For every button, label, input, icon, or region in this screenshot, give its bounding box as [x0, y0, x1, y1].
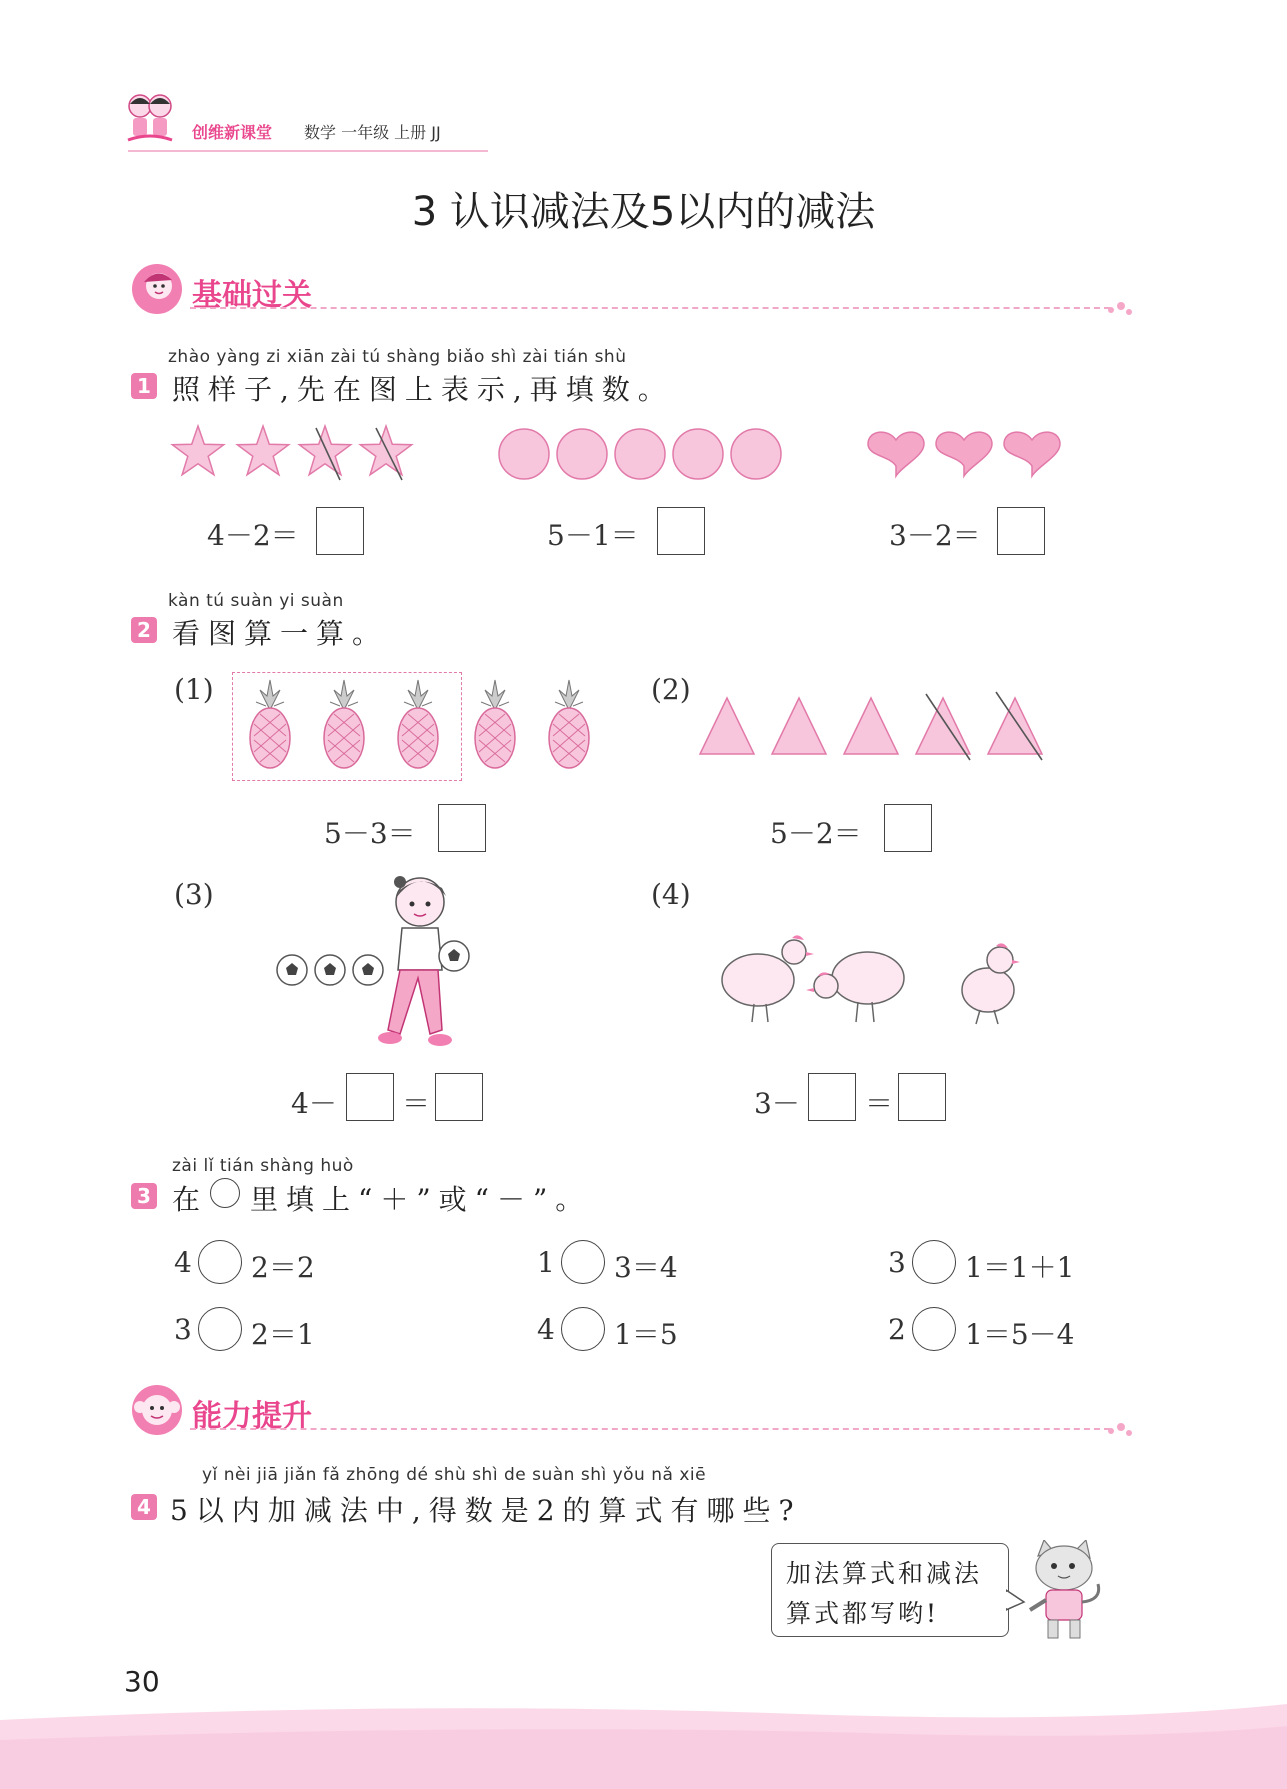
answer-box[interactable] — [438, 804, 486, 852]
page-title: 3 认识减法及5以内的减法 — [411, 189, 876, 235]
answer-box[interactable] — [435, 1073, 483, 1121]
q2-part4-eq-a: 3－ — [754, 1087, 800, 1120]
section-label: 基础过关 — [192, 278, 312, 313]
operator-circle[interactable] — [198, 1307, 242, 1351]
pineapple-icon — [398, 680, 438, 768]
q3-r1c1-b: 2＝2 — [251, 1251, 315, 1284]
pineapple-icon — [324, 680, 364, 768]
circles-group — [496, 426, 786, 482]
header-divider — [128, 150, 488, 152]
q3-instruction-a: 在 — [172, 1183, 209, 1216]
answer-box[interactable] — [997, 507, 1045, 555]
q2-part2-eq: 5－2＝ — [770, 817, 862, 850]
triangles-group — [694, 690, 1054, 762]
pineapple-icon — [475, 680, 515, 768]
speech-tail-icon — [1006, 1588, 1026, 1614]
q3-r1c2-a: 1 — [537, 1246, 555, 1279]
operator-circle[interactable] — [198, 1240, 242, 1284]
answer-box[interactable] — [808, 1073, 856, 1121]
speech-line: 算式都写哟! — [786, 1599, 940, 1628]
star-icon — [172, 426, 223, 475]
chick-icon — [962, 943, 1020, 1024]
star-crossed-icon — [299, 426, 350, 475]
section-advanced — [130, 1383, 1130, 1439]
q1-eq2: 5－1＝ — [547, 519, 639, 552]
answer-box[interactable] — [898, 1073, 946, 1121]
speech-bubble — [771, 1543, 1009, 1637]
speech-line: 加法算式和减法 — [786, 1559, 983, 1588]
q2-part1-eq: 5－3＝ — [324, 817, 416, 850]
q3-r1c3-a: 3 — [888, 1246, 906, 1279]
q3-r1c1-a: 4 — [174, 1246, 192, 1279]
q3-pinyin: zài lǐ tián shàng huò — [172, 1156, 354, 1176]
q3-r2c1-b: 2＝1 — [251, 1318, 315, 1351]
q3-r2c2-a: 4 — [537, 1313, 555, 1346]
q2-part3-eq-b: ＝ — [402, 1087, 431, 1120]
page-number: 30 — [124, 1665, 160, 1698]
pineapple-icon — [250, 680, 290, 768]
q4-question: 5以内加减法中,得数是2的算式有哪些? — [170, 1494, 802, 1527]
q3-r1c2-b: 3＝4 — [614, 1251, 678, 1284]
operator-circle[interactable] — [561, 1307, 605, 1351]
section-label: 能力提升 — [192, 1399, 312, 1434]
q1-eq1: 4－2＝ — [207, 519, 299, 552]
girl-with-balls-illustration — [270, 870, 510, 1056]
q2-part2-label: (2) — [651, 673, 691, 706]
q3-number: 3 — [131, 1183, 157, 1209]
q4-pinyin: yǐ nèi jiā jiǎn fǎ zhōng dé shù shì de suàn shì yǒu nǎ xiē — [202, 1465, 707, 1485]
q3-r2c3-a: 2 — [888, 1313, 906, 1346]
star-icon — [237, 426, 288, 475]
q2-part1-label: (1) — [174, 673, 214, 706]
q1-eq3: 3－2＝ — [889, 519, 981, 552]
q2-part4-label: (4) — [651, 878, 691, 911]
star-crossed-icon — [360, 426, 411, 475]
answer-box[interactable] — [346, 1073, 394, 1121]
operator-circle[interactable] — [912, 1307, 956, 1351]
kids-logo-icon — [124, 90, 176, 146]
hen-icon — [806, 952, 904, 1022]
q1-pinyin: zhào yàng zi xiān zài tú shàng biǎo shì zài tián shù — [168, 347, 627, 367]
answer-box[interactable] — [884, 804, 932, 852]
q2-part4-eq-b: ＝ — [865, 1087, 894, 1120]
hen-icon — [722, 935, 814, 1022]
q3-instruction-b: 里填上“＋”或“－”。 — [250, 1183, 592, 1216]
answer-box[interactable] — [657, 507, 705, 555]
q2-part3-eq-a: 4－ — [291, 1087, 337, 1120]
operator-circle[interactable] — [561, 1240, 605, 1284]
stars-group — [168, 420, 418, 484]
book-subtitle: 数学 一年级 上册 JJ — [304, 123, 441, 142]
q3-r2c3-b: 1＝5－4 — [965, 1318, 1075, 1351]
q3-r2c2-b: 1＝5 — [614, 1318, 678, 1351]
dots-decoration-icon — [1105, 1419, 1135, 1439]
hens-and-chick-illustration — [718, 930, 1028, 1030]
section-basic — [130, 262, 1130, 318]
soccer-ball-icon — [277, 955, 383, 985]
cat-mascot-icon — [1026, 1540, 1106, 1642]
q1-instruction: 照样子,先在图上表示,再填数。 — [172, 373, 674, 406]
answer-box[interactable] — [316, 507, 364, 555]
speech-text — [786, 1554, 982, 1634]
footer-wave-decoration — [0, 1700, 1287, 1789]
operator-circle[interactable] — [912, 1240, 956, 1284]
q2-instruction: 看图算一算。 — [172, 617, 389, 650]
section-divider — [190, 307, 1110, 309]
q1-number: 1 — [131, 373, 157, 399]
hearts-group — [866, 426, 1066, 482]
q3-r2c1-a: 3 — [174, 1313, 192, 1346]
circle-icon — [210, 1178, 240, 1208]
girl-mascot-icon — [130, 262, 184, 316]
q2-part3-label: (3) — [174, 878, 214, 911]
monkey-mascot-icon — [130, 1383, 184, 1437]
brand-name: 创维新课堂 — [192, 123, 273, 142]
pineapple-icon — [549, 680, 589, 768]
q2-pinyin: kàn tú suàn yi suàn — [168, 591, 344, 611]
q3-r1c3-b: 1＝1＋1 — [965, 1251, 1075, 1284]
dots-decoration-icon — [1105, 298, 1135, 318]
q4-number: 4 — [131, 1494, 157, 1520]
q2-number: 2 — [131, 617, 157, 643]
section-divider — [190, 1428, 1110, 1430]
pineapples-group — [240, 678, 600, 774]
